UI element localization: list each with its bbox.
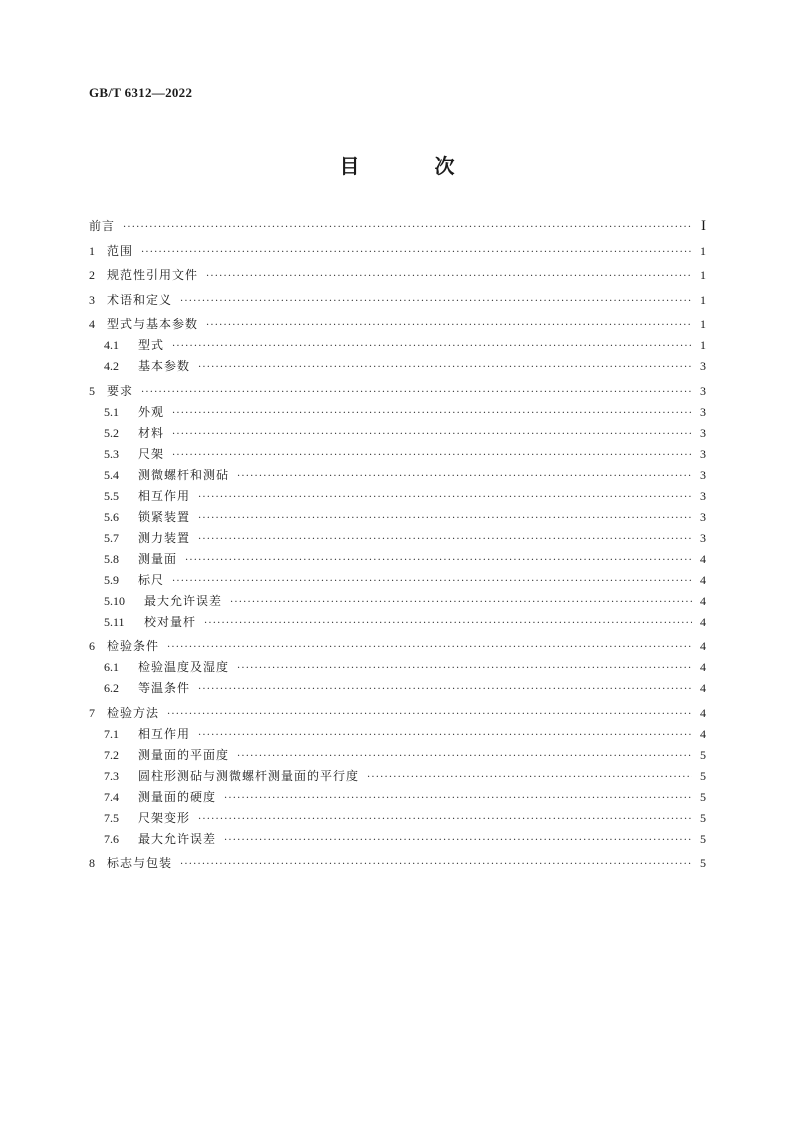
toc-leader-dots <box>224 789 692 809</box>
toc-leader-dots <box>206 316 692 336</box>
toc-leader-dots <box>180 292 692 312</box>
toc-entry-number: 5.8 <box>104 551 119 566</box>
toc-entry[interactable] <box>89 657 706 677</box>
toc-leader-dots <box>206 267 692 287</box>
toc-entry-title: 检验温度及湿度 <box>138 660 230 674</box>
toc-entry-number: 1 <box>89 243 95 258</box>
toc-entry-title: 型式与基本参数 <box>107 317 199 331</box>
toc-entry-number: 7 <box>89 705 95 720</box>
toc-entry-page: 3 <box>700 446 706 461</box>
toc-entry-title: 术语和定义 <box>107 292 173 307</box>
toc-entry[interactable] <box>89 265 706 285</box>
toc-leader-dots <box>198 488 692 508</box>
toc-leader-dots <box>180 855 692 875</box>
toc-entry[interactable] <box>89 381 706 401</box>
toc-entry-title: 基本参数 <box>138 359 191 373</box>
toc-entry[interactable] <box>89 444 706 464</box>
toc-entry-number: 5.10 <box>104 593 125 608</box>
toc-entry-number: 5.9 <box>104 572 119 587</box>
toc-entry-title: 测量面 <box>138 551 178 566</box>
toc-entry[interactable] <box>89 402 706 422</box>
toc-entry-page: 5 <box>700 747 706 762</box>
toc-entry-page: 3 <box>700 467 706 482</box>
toc-entry-number: 5.7 <box>104 530 119 545</box>
toc-entry-title: 型式 <box>138 338 165 352</box>
toc-entry[interactable] <box>89 853 706 873</box>
toc-entry-number: 5 <box>89 383 95 398</box>
toc-entry-number: 4.2 <box>104 359 119 373</box>
toc-entry-number: 5.1 <box>104 404 119 419</box>
toc-leader-dots <box>198 680 692 700</box>
toc-entry-page: 3 <box>700 509 706 524</box>
toc-entry-page: 1 <box>700 268 706 282</box>
toc-entry-number: 3 <box>89 292 95 307</box>
toc-entry-title: 相互作用 <box>138 726 191 741</box>
toc-entry[interactable] <box>89 678 706 698</box>
toc-leader-dots <box>172 572 692 592</box>
toc-entry-page: 4 <box>700 726 706 741</box>
toc-leader-dots <box>172 425 692 445</box>
toc-entry-page: 4 <box>700 639 706 653</box>
toc-leader-dots <box>237 467 692 487</box>
toc-entry-title: 规范性引用文件 <box>107 268 199 282</box>
toc-entry-title: 外观 <box>138 404 165 419</box>
toc-entry-page: I <box>701 218 706 234</box>
toc-entry-page: 3 <box>700 383 706 398</box>
toc-entry[interactable] <box>89 787 706 807</box>
toc-leader-dots <box>237 747 692 767</box>
toc-entry[interactable] <box>89 216 706 236</box>
toc-leader-dots <box>198 358 692 378</box>
toc-leader-dots <box>198 530 692 550</box>
toc-entry-number: 7.4 <box>104 789 119 804</box>
toc-entry-number: 5.2 <box>104 425 119 440</box>
toc-entry-title: 材料 <box>138 425 165 440</box>
toc-entry-page: 4 <box>700 705 706 720</box>
toc-leader-dots <box>172 337 692 357</box>
toc-entry-page: 5 <box>700 831 706 846</box>
toc-entry[interactable] <box>89 314 706 334</box>
toc-entry-number: 4.1 <box>104 338 119 352</box>
toc-entry-number: 7.3 <box>104 768 119 783</box>
toc-entry-title: 要求 <box>107 383 134 398</box>
toc-entry-page: 4 <box>700 572 706 587</box>
toc-leader-dots <box>198 810 692 830</box>
toc-entry[interactable] <box>89 465 706 485</box>
toc-entry-title: 尺架 <box>138 446 165 461</box>
toc-leader-dots <box>198 726 692 746</box>
toc-entry[interactable] <box>89 549 706 569</box>
toc-entry-page: 4 <box>700 551 706 566</box>
toc-entry-page: 1 <box>700 243 706 258</box>
toc-entry[interactable] <box>89 290 706 310</box>
document-code: GB/T 6312—2022 <box>89 85 193 100</box>
toc-entry[interactable] <box>89 636 706 656</box>
toc-entry[interactable] <box>89 486 706 506</box>
toc-entry-title: 等温条件 <box>138 681 191 695</box>
toc-entry-number: 5.4 <box>104 467 119 482</box>
toc-entry-title: 锁紧装置 <box>138 509 191 524</box>
toc-entry-number: 4 <box>89 317 95 331</box>
toc-leader-dots <box>367 768 692 788</box>
toc-entry-title: 测量面的平面度 <box>138 747 230 762</box>
toc-entry[interactable] <box>89 829 706 849</box>
toc-leader-dots <box>237 659 692 679</box>
toc-entry[interactable] <box>89 423 706 443</box>
toc-entry-number: 5.11 <box>104 614 125 629</box>
toc-entry-number: 6.1 <box>104 660 119 674</box>
toc-entry-page: 5 <box>700 810 706 825</box>
toc-entry-number: 8 <box>89 856 95 870</box>
toc-entry[interactable] <box>89 570 706 590</box>
toc-entry-page: 4 <box>700 614 706 629</box>
toc-entry-number: 7.1 <box>104 726 119 741</box>
toc-leader-dots <box>123 218 692 238</box>
toc-entry[interactable] <box>89 703 706 723</box>
toc-entry-title: 校对量杆 <box>144 614 197 629</box>
toc-entry-title: 检验条件 <box>107 639 160 653</box>
toc-entry-number: 7.6 <box>104 831 119 846</box>
toc-entry-number: 5.3 <box>104 446 119 461</box>
toc-entry-number: 5.6 <box>104 509 119 524</box>
toc-leader-dots <box>167 638 692 658</box>
toc-entry-number: 7.2 <box>104 747 119 762</box>
toc-entry[interactable] <box>89 507 706 527</box>
toc-entry[interactable] <box>89 241 706 261</box>
toc-entry-title: 标志与包装 <box>107 856 173 870</box>
toc-entry-title: 圆柱形测砧与测微螺杆测量面的平行度 <box>138 768 360 783</box>
toc-entry[interactable] <box>89 591 706 611</box>
toc-entry-title: 最大允许误差 <box>138 831 217 846</box>
toc-entry-page: 1 <box>700 317 706 331</box>
toc-entry-page: 5 <box>700 856 706 870</box>
toc-leader-dots <box>204 614 692 634</box>
toc-leader-dots <box>172 404 692 424</box>
toc-entry-page: 1 <box>700 292 706 307</box>
toc-entry-page: 5 <box>700 768 706 783</box>
toc-entry-number: 5.5 <box>104 488 119 503</box>
toc-leader-dots <box>167 705 692 725</box>
toc-entry-number: 7.5 <box>104 810 119 825</box>
toc-entry-page: 3 <box>700 425 706 440</box>
toc-entry-page: 3 <box>700 488 706 503</box>
toc-entry-page: 4 <box>700 593 706 608</box>
toc-leader-dots <box>198 509 692 529</box>
toc-leader-dots <box>141 243 692 263</box>
toc-entry-page: 1 <box>700 338 706 352</box>
toc-leader-dots <box>224 831 692 851</box>
toc-entry-number: 2 <box>89 268 95 282</box>
toc-leader-dots <box>185 551 692 571</box>
toc-entry-title: 最大允许误差 <box>144 593 223 608</box>
toc-entry[interactable] <box>89 766 706 786</box>
toc-entry-page: 3 <box>700 530 706 545</box>
toc-entry-title: 测微螺杆和测砧 <box>138 467 230 482</box>
toc-entry-number: 6 <box>89 639 95 653</box>
toc-entry-number: 6.2 <box>104 681 119 695</box>
toc-entry-page: 5 <box>700 789 706 804</box>
toc-entry-page: 3 <box>700 359 706 373</box>
toc-entry-title: 尺架变形 <box>138 810 191 825</box>
table-of-contents <box>89 216 706 873</box>
toc-entry[interactable] <box>89 745 706 765</box>
toc-entry[interactable] <box>89 612 706 632</box>
toc-entry-title: 测量面的硬度 <box>138 789 217 804</box>
page-title: 目 次 <box>339 154 489 178</box>
toc-entry[interactable] <box>89 335 706 355</box>
toc-entry-title: 前言 <box>89 219 116 233</box>
toc-entry-title: 测力装置 <box>138 530 191 545</box>
toc-entry-title: 标尺 <box>138 572 165 587</box>
toc-entry[interactable] <box>89 356 706 376</box>
toc-entry-page: 4 <box>700 660 706 674</box>
toc-entry-page: 4 <box>700 681 706 695</box>
toc-entry-title: 检验方法 <box>107 705 160 720</box>
toc-leader-dots <box>172 446 692 466</box>
toc-entry[interactable] <box>89 808 706 828</box>
toc-entry-title: 范围 <box>107 243 134 258</box>
toc-entry[interactable] <box>89 528 706 548</box>
toc-leader-dots <box>141 383 692 403</box>
toc-leader-dots <box>230 593 692 613</box>
toc-entry[interactable] <box>89 724 706 744</box>
toc-entry-page: 3 <box>700 404 706 419</box>
toc-entry-title: 相互作用 <box>138 488 191 503</box>
